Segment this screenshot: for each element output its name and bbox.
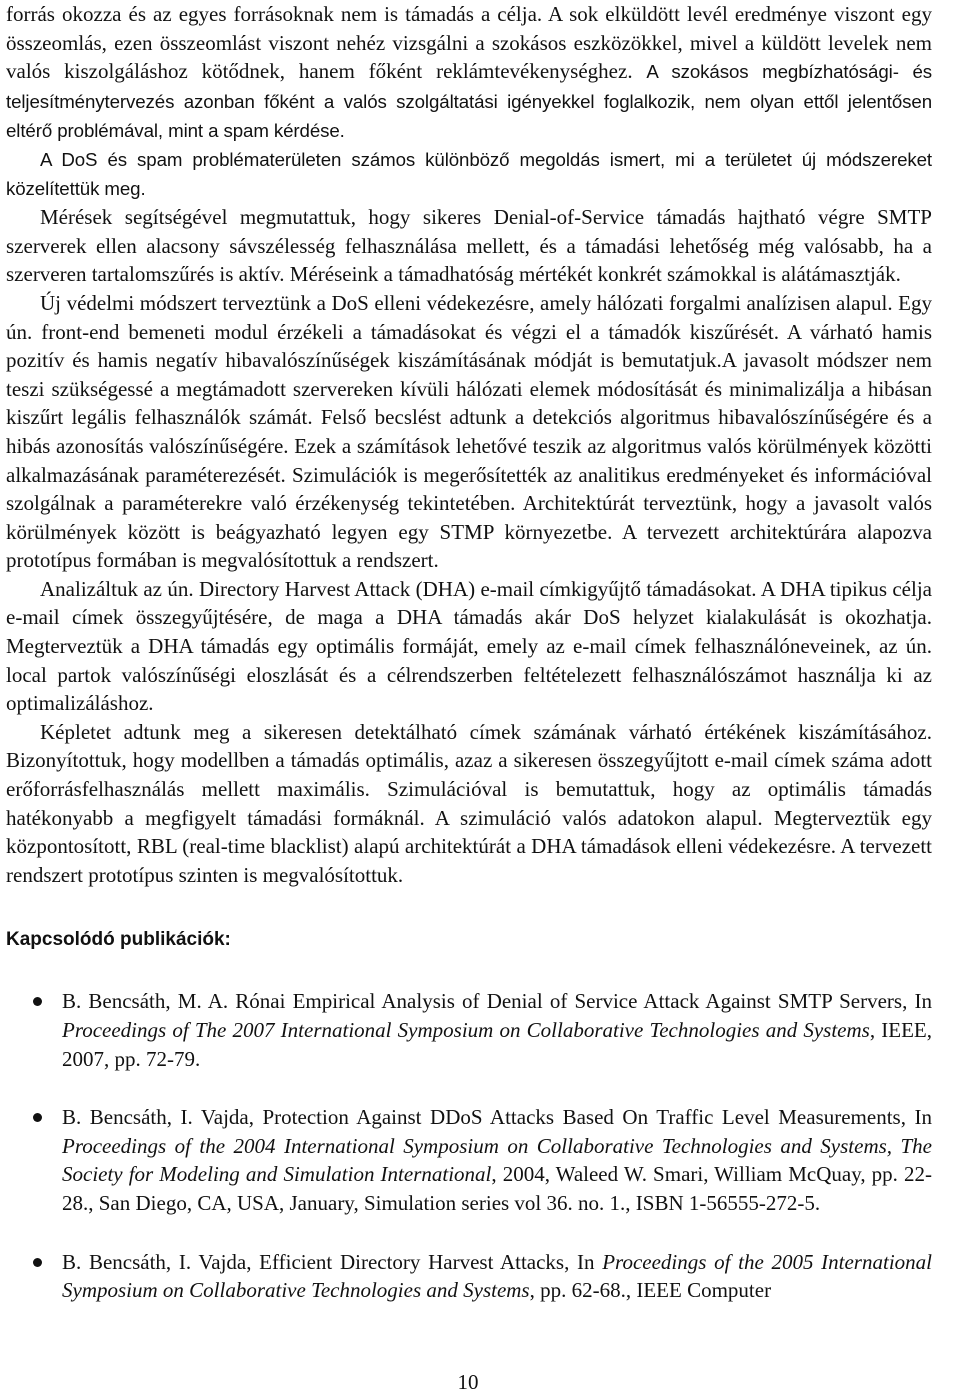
publication-details: , 2004, Waleed W. Smari, William McQuay, pp. 22-28., San Diego, CA, USA, January, Simulation series vol 36. no. 1., ISBN 1-56555-272-5. [62, 1162, 933, 1215]
publication-authors-title: B. Bencsáth, I. Vajda, Efficient Directory Harvest Attacks, In [62, 1249, 603, 1274]
publication-details: , IEEE, 2007, pp. 72-79. [62, 1018, 932, 1071]
publication-item [6, 1248, 932, 1305]
bullet-icon [33, 997, 42, 1006]
paragraph-4: Új védelmi módszert terveztünk a DoS elleni védekezésre, amely hálózati forgalmi analízisen alapul. Egy ún. front-end bemeneti modul érzékeli a támadásokat és végzi el a támadók kiszűrését. A várható hamis pozitív és hamis negatív hibavalószínűségek kiszámításának módját is bemutatjuk.A javasolt módszer nem teszi szükségessé a megtámadott szervereken kívüli hálózati elemek módosítását és minimalizálja a hibásan kiszűrt legális felhasználók számát. Felső becslést adtunk a detekciós algoritmus hibavalószínűségére és a hibás azonosítás valószínűségére. Ezek a számítások lehetővé teszik az algoritmus valós körülmények közötti alkalmazásának paraméterezését. Szimulációk is megerősítették az analitikus eredményeket és információval szolgálnak a paraméterekre való érzékenység tekintetében. Architektúrát terveztünk, hogy a javasolt valós körülmények között is beágyazható legyen egy STMP környezetbe. A tervezett architektúrára alapozva prototípus formában is megvalósítottuk a rendszert. [6, 290, 932, 573]
bullet-icon [33, 1113, 42, 1122]
paragraph-6: Képletet adtunk meg a sikeresen detektálható címek számának várható értékének kiszámításához. Bizonyítottuk, hogy modellben a támadás optimális, azaz a sikeresen összegyűjtott e-mail címek száma adott erőforrásfelhasználás mellett maximális. Szimulációval is bemutattuk, hogy az optimális támadás hatékonyabb a megfigyelt támadási formáknál. A szimuláció valós adatokon alapul. Megterveztük egy központosított, RBL (real-time blacklist) alapú architektúrát a DHA támadások elleni védekezésre. A tervezett rendszert prototípus szinten is megvalósítottuk. [6, 719, 932, 887]
publication-item [6, 987, 932, 1073]
publication-venue: Proceedings of the 2005 International Symposium on Collaborative Technologies and Systems [62, 1249, 932, 1303]
paragraph-1-serif-text: forrás okozza és az egyes forrásoknak nem is támadás a célja. A sok elküldött levél eredménye viszont egy összeomlás, ezen összeomlást viszont nehéz vizsgálni a szokásos eszközökkel, mivel a küldött levelek nem valós kiszolgáláshoz kötődnek, hanem főként reklámtevékenységhez. [6, 2, 932, 84]
page-number: 10 [457, 1370, 479, 1394]
document-page [6, 0, 932, 1335]
paragraph-5: Analizáltuk az ún. Directory Harvest Attack (DHA) e-mail címkigyűjtő támadásokat. A DHA tipikus célja e-mail címek összegyűjtésére, de maga a DHA támadás akár DoS helyzet kialakulását is okozhatja. Megterveztük a DHA támadás egy optimális formáját, emely az e-mail címek felhasználóneveinek, az ún. local partok valószínűségi eloszlását és a célrendszerben feltételezett felhasználószámot használja ki az optimalizáláshoz. [6, 576, 932, 716]
paragraph-1-sans-text: A szokásos megbízhatósági- és teljesítménytervezés azonban főként a valós szolgáltatási igényekkel foglalkozik, nem olyan ettől jelentősen eltérő problémával, mint a spam kérdése. [6, 61, 933, 142]
publication-venue: Proceedings of the 2004 International Symposium on Collaborative Technologies and Systems, The Society for Modeling and Simulation International [62, 1133, 932, 1187]
publications-heading: Kapcsolódó publikációk: [6, 929, 231, 951]
publication-authors-title: B. Bencsáth, I. Vajda, Protection Against DDoS Attacks Based On Traffic Level Measurements, In [62, 1105, 932, 1130]
publication-details: , pp. 62-68., IEEE Computer [529, 1278, 772, 1303]
publication-venue: Proceedings of The 2007 International Symposium on Collaborative Technologies and Systems [62, 1018, 870, 1042]
paragraph-2: A DoS és spam problématerületen számos különböző megoldás ismert, mi a területet új módszereket közelítettük meg. [6, 148, 932, 199]
publication-item [6, 1103, 932, 1217]
bullet-icon [33, 1258, 42, 1267]
publications-list [6, 987, 932, 1304]
paragraph-3: Mérések segítségével megmutattuk, hogy sikeres Denial-of-Service támadás hajtható végre SMTP szerverek ellen alacsony sávszélesség felhasználása mellett, és a támadási lehetőség még valósabb, ha a szerveren tartalomszűrés is aktív. Méréseink a támadhatóság mértékét konkrét számokkal is alátámasztják. [6, 205, 932, 287]
publication-authors-title: B. Bencsáth, M. A. Rónai Empirical Analysis of Denial of Service Attack Against SMTP Servers, In [62, 989, 932, 1014]
paragraph-1 [6, 0, 932, 146]
